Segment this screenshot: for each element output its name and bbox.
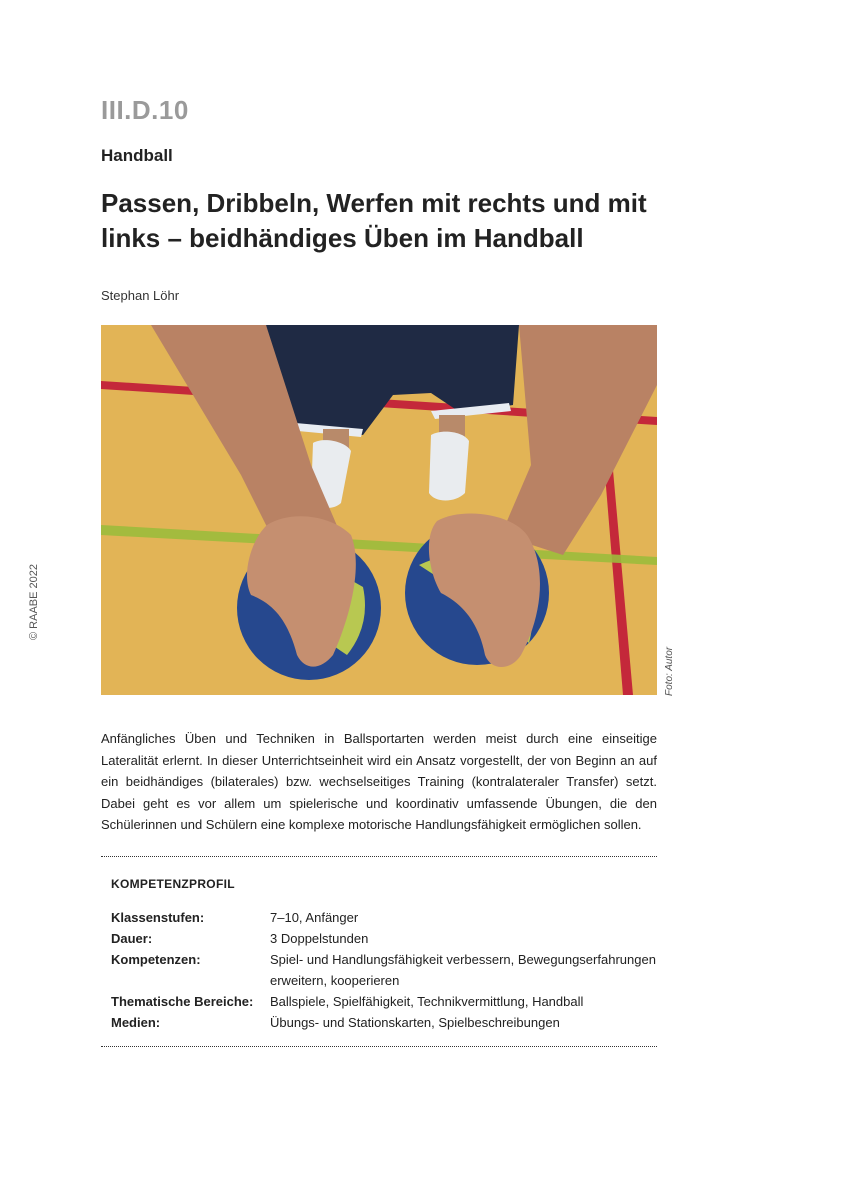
subject-label: Handball bbox=[101, 146, 173, 165]
profile-value: Spiel- und Handlungsfähigkeit verbessern, Bewegungserfahrungen erweitern, kooperieren bbox=[270, 952, 656, 988]
profile-label: Dauer: bbox=[111, 931, 153, 946]
profile-heading: KOMPETENZPROFIL bbox=[111, 877, 235, 891]
profile-value: 7–10, Anfänger bbox=[270, 910, 359, 925]
dotted-divider-bottom bbox=[101, 1046, 657, 1047]
profile-value: Übungs- und Stationskarten, Spielbeschreibungen bbox=[270, 1015, 560, 1030]
cover-photo bbox=[101, 325, 657, 695]
page-title: Passen, Dribbeln, Werfen mit rechts und mit links – beidhändiges Üben im Handball bbox=[101, 188, 647, 253]
profile-label: Medien: bbox=[111, 1015, 161, 1030]
profile-label: Thematische Bereiche: bbox=[111, 994, 254, 1009]
profile-value: 3 Doppelstunden bbox=[270, 931, 369, 946]
copyright-note: © RAABE 2022 bbox=[28, 564, 40, 640]
unit-code: III.D.10 bbox=[101, 95, 189, 125]
profile-row-duration bbox=[111, 928, 657, 949]
dotted-divider-top bbox=[101, 856, 657, 857]
profile-label: Kompetenzen: bbox=[111, 952, 201, 967]
intro-paragraph: Anfängliches Üben und Techniken in Ballsportarten werden meist durch eine einseitige Lateralität erlernt. In dieser Unterrichtseinheit wird ein Ansatz vorgestellt, der von Beginn an auf ein beidhändiges (bilaterales) bzw. wechselseitiges Training (kontralateraler Transfer) setzt. Dabei geht es vor allem um spielerische und koordinativ umfassende Übungen, die den Schülerinnen und Schülern eine komplexe motorische Handlungsfähigkeit ermöglichen sollen. bbox=[101, 731, 657, 832]
profile-row-grade bbox=[111, 907, 657, 928]
photo-credit: Foto: Autor bbox=[664, 646, 675, 696]
profile-label: Klassenstufen: bbox=[111, 910, 205, 925]
profile-row-media bbox=[111, 1012, 657, 1033]
profile-row-topics bbox=[111, 991, 657, 1012]
competence-profile bbox=[111, 907, 657, 1033]
profile-value: Ballspiele, Spielfähigkeit, Technikvermittlung, Handball bbox=[270, 994, 584, 1009]
profile-row-competencies bbox=[111, 949, 657, 991]
handball-photo-illustration bbox=[101, 325, 657, 695]
author-name: Stephan Löhr bbox=[101, 288, 180, 303]
